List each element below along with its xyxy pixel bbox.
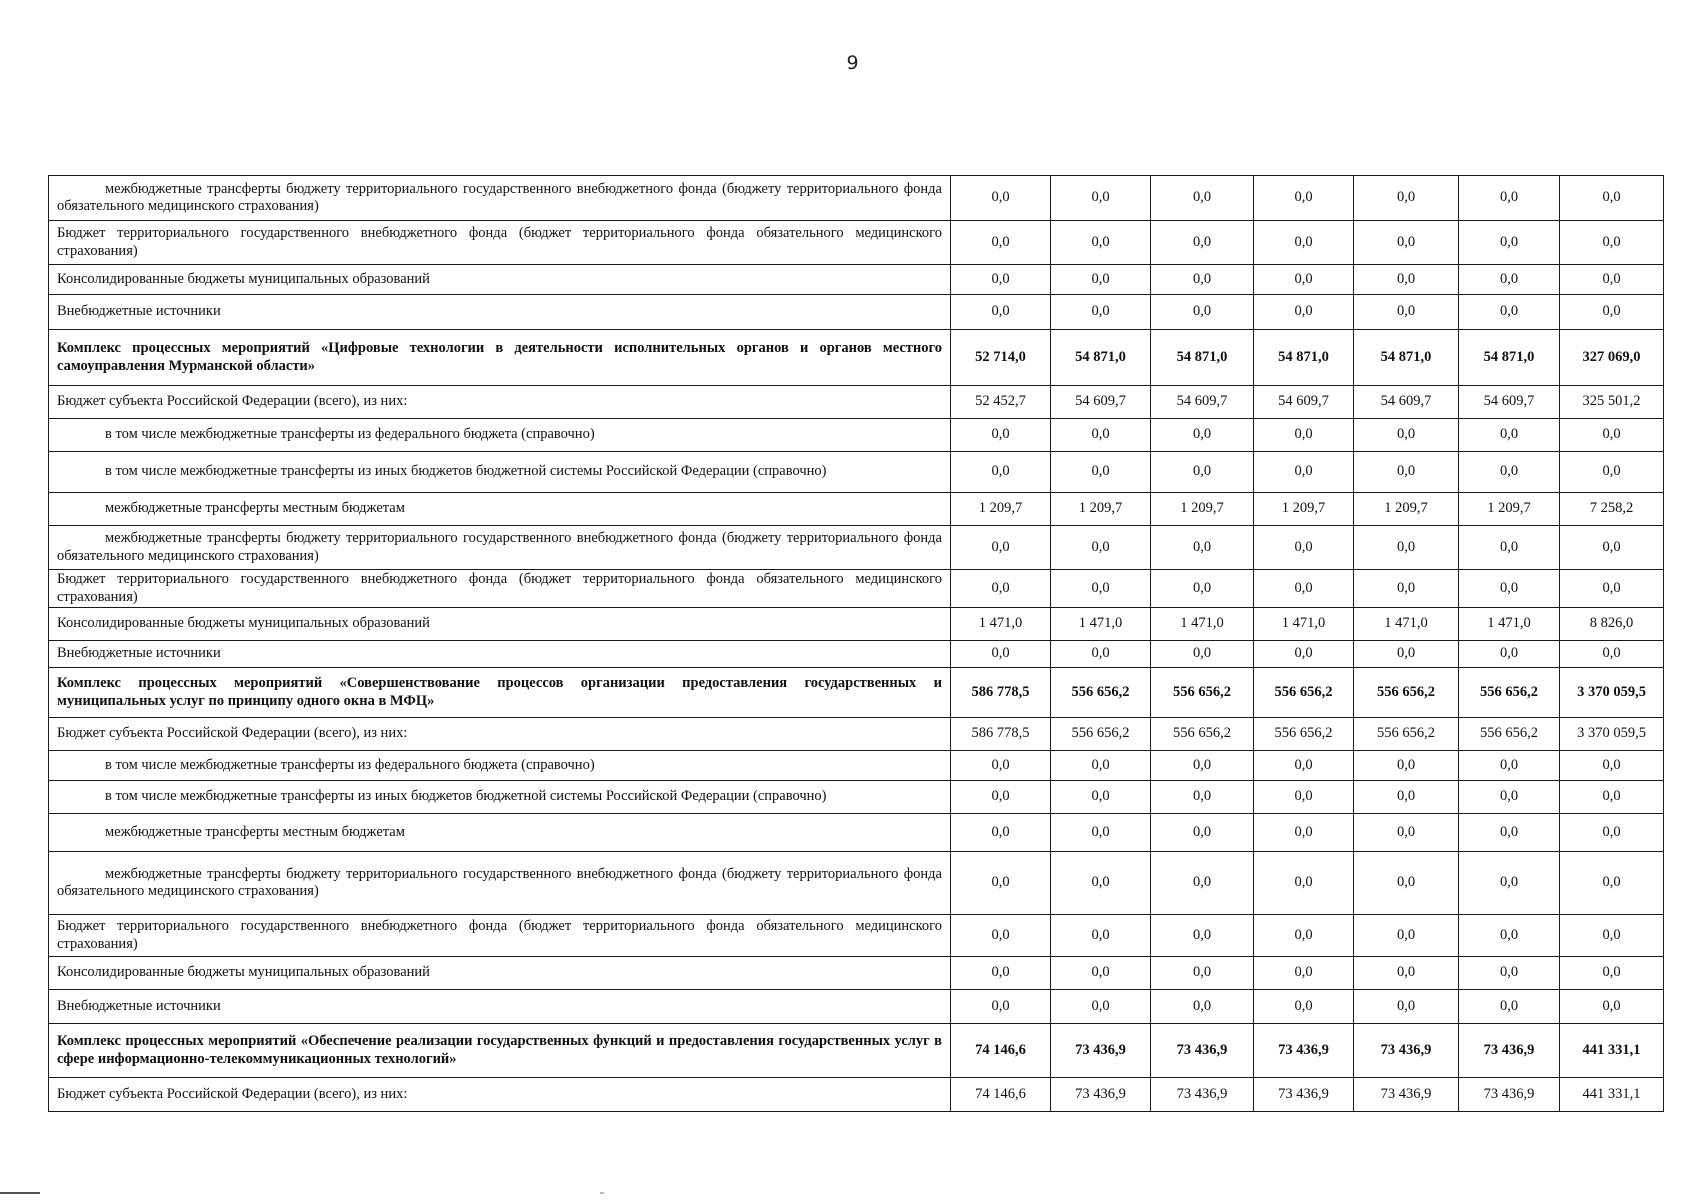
row-value-cell: 586 778,5 [951, 718, 1051, 751]
row-description: межбюджетные трансферты бюджету территориального государственного внебюджетного фонда (бюджету территориального фонда обязательного медицинского страхования) [49, 176, 951, 221]
row-value-cell: 0,0 [1459, 526, 1560, 570]
row-value-cell: 0,0 [1151, 781, 1254, 814]
row-description: Внебюджетные источники [49, 641, 951, 668]
row-value-cell: 0,0 [1151, 852, 1254, 915]
row-value-cell: 0,0 [1459, 452, 1560, 493]
row-value-cell: 0,0 [951, 221, 1051, 265]
row-value-cell: 0,0 [1051, 570, 1151, 608]
row-description: Бюджет субъекта Российской Федерации (всего), из них: [49, 718, 951, 751]
row-value-cell: 0,0 [1254, 526, 1354, 570]
row-value-cell: 0,0 [1459, 957, 1560, 990]
row-value-cell: 0,0 [951, 957, 1051, 990]
row-value-cell: 73 436,9 [1051, 1078, 1151, 1112]
row-total-cell: 325 501,2 [1560, 386, 1664, 419]
row-value-cell: 54 871,0 [1459, 330, 1560, 386]
row-value-cell: 556 656,2 [1051, 668, 1151, 718]
row-total-cell: 0,0 [1560, 295, 1664, 330]
row-value-cell: 0,0 [1051, 641, 1151, 668]
table-row [49, 1078, 1664, 1112]
table-row [49, 668, 1664, 718]
row-value-cell: 0,0 [1354, 526, 1459, 570]
row-value-cell: 0,0 [951, 570, 1051, 608]
row-value-cell: 54 609,7 [1254, 386, 1354, 419]
row-value-cell: 52 452,7 [951, 386, 1051, 419]
row-value-cell: 0,0 [1354, 781, 1459, 814]
row-value-cell: 0,0 [1254, 641, 1354, 668]
row-value-cell: 0,0 [1459, 265, 1560, 295]
row-value-cell: 556 656,2 [1354, 668, 1459, 718]
page-number: 9 [846, 52, 859, 74]
row-value-cell: 0,0 [951, 852, 1051, 915]
row-total-cell: 3 370 059,5 [1560, 718, 1664, 751]
table-row [49, 915, 1664, 957]
row-value-cell: 0,0 [1459, 852, 1560, 915]
row-value-cell: 0,0 [1051, 221, 1151, 265]
row-description: в том числе межбюджетные трансферты из федерального бюджета (справочно) [49, 419, 951, 452]
row-description: Комплекс процессных мероприятий «Цифровые технологии в деятельности исполнительных органов и органов местного самоуправления Мурманской области» [49, 330, 951, 386]
row-value-cell: 0,0 [1254, 295, 1354, 330]
budget-table [48, 175, 1664, 1112]
row-value-cell: 54 871,0 [1051, 330, 1151, 386]
row-description: в том числе межбюджетные трансферты из иных бюджетов бюджетной системы Российской Федерации (справочно) [49, 781, 951, 814]
row-value-cell: 0,0 [1151, 265, 1254, 295]
row-value-cell: 0,0 [1254, 915, 1354, 957]
table-row [49, 814, 1664, 852]
row-total-cell: 441 331,1 [1560, 1024, 1664, 1078]
row-value-cell: 0,0 [1254, 781, 1354, 814]
row-value-cell: 73 436,9 [1254, 1078, 1354, 1112]
row-value-cell: 1 471,0 [1254, 608, 1354, 641]
row-description: Бюджет субъекта Российской Федерации (всего), из них: [49, 386, 951, 419]
row-value-cell: 0,0 [1354, 915, 1459, 957]
table-row [49, 1024, 1664, 1078]
row-value-cell: 0,0 [1151, 295, 1254, 330]
row-value-cell: 0,0 [1051, 526, 1151, 570]
row-value-cell: 54 871,0 [1151, 330, 1254, 386]
row-value-cell: 73 436,9 [1354, 1078, 1459, 1112]
row-value-cell: 1 209,7 [1151, 493, 1254, 526]
row-value-cell: 0,0 [951, 295, 1051, 330]
row-value-cell: 556 656,2 [1459, 718, 1560, 751]
row-value-cell: 0,0 [1254, 751, 1354, 781]
row-total-cell: 0,0 [1560, 570, 1664, 608]
row-value-cell: 1 471,0 [951, 608, 1051, 641]
row-value-cell: 0,0 [1354, 957, 1459, 990]
table-row [49, 990, 1664, 1024]
row-value-cell: 0,0 [1051, 295, 1151, 330]
row-value-cell: 73 436,9 [1459, 1024, 1560, 1078]
row-value-cell: 0,0 [1254, 265, 1354, 295]
row-value-cell: 1 471,0 [1354, 608, 1459, 641]
table-row [49, 718, 1664, 751]
row-value-cell: 73 436,9 [1151, 1078, 1254, 1112]
row-value-cell: 0,0 [951, 915, 1051, 957]
row-value-cell: 586 778,5 [951, 668, 1051, 718]
row-value-cell: 1 209,7 [1459, 493, 1560, 526]
row-value-cell: 0,0 [1354, 295, 1459, 330]
row-total-cell: 0,0 [1560, 526, 1664, 570]
row-total-cell: 0,0 [1560, 814, 1664, 852]
row-total-cell: 7 258,2 [1560, 493, 1664, 526]
row-description: в том числе межбюджетные трансферты из федерального бюджета (справочно) [49, 751, 951, 781]
row-description: в том числе межбюджетные трансферты из иных бюджетов бюджетной системы Российской Федерации (справочно) [49, 452, 951, 493]
row-value-cell: 73 436,9 [1354, 1024, 1459, 1078]
row-total-cell: 0,0 [1560, 641, 1664, 668]
row-value-cell: 0,0 [1151, 570, 1254, 608]
row-value-cell: 74 146,6 [951, 1078, 1051, 1112]
scan-edge-mark [0, 1192, 1695, 1194]
row-value-cell: 1 471,0 [1459, 608, 1560, 641]
row-value-cell: 0,0 [1151, 990, 1254, 1024]
row-value-cell: 0,0 [1354, 990, 1459, 1024]
row-value-cell: 0,0 [951, 751, 1051, 781]
row-total-cell: 0,0 [1560, 990, 1664, 1024]
row-value-cell: 52 714,0 [951, 330, 1051, 386]
row-value-cell: 0,0 [1459, 990, 1560, 1024]
row-value-cell: 0,0 [1151, 641, 1254, 668]
row-value-cell: 0,0 [1051, 751, 1151, 781]
row-total-cell: 8 826,0 [1560, 608, 1664, 641]
table-row [49, 852, 1664, 915]
row-value-cell: 0,0 [1254, 221, 1354, 265]
table-row [49, 386, 1664, 419]
row-value-cell: 1 471,0 [1151, 608, 1254, 641]
table-row [49, 493, 1664, 526]
row-description: Бюджет субъекта Российской Федерации (всего), из них: [49, 1078, 951, 1112]
row-total-cell: 0,0 [1560, 781, 1664, 814]
table-row [49, 265, 1664, 295]
row-value-cell: 0,0 [1151, 221, 1254, 265]
row-value-cell: 0,0 [1459, 221, 1560, 265]
row-total-cell: 0,0 [1560, 221, 1664, 265]
row-value-cell: 1 209,7 [1354, 493, 1459, 526]
table-row [49, 176, 1664, 221]
row-value-cell: 54 609,7 [1051, 386, 1151, 419]
table-row [49, 330, 1664, 386]
row-value-cell: 0,0 [1051, 814, 1151, 852]
row-total-cell: 327 069,0 [1560, 330, 1664, 386]
row-value-cell: 0,0 [1354, 221, 1459, 265]
row-value-cell: 0,0 [1459, 176, 1560, 221]
table-row [49, 452, 1664, 493]
row-description: Консолидированные бюджеты муниципальных образований [49, 608, 951, 641]
row-value-cell: 0,0 [1254, 419, 1354, 452]
row-value-cell: 54 609,7 [1151, 386, 1254, 419]
row-value-cell: 0,0 [1051, 990, 1151, 1024]
row-value-cell: 0,0 [1051, 265, 1151, 295]
row-value-cell: 0,0 [1354, 814, 1459, 852]
row-value-cell: 1 471,0 [1051, 608, 1151, 641]
row-value-cell: 0,0 [951, 265, 1051, 295]
row-value-cell: 0,0 [1254, 452, 1354, 493]
row-value-cell: 0,0 [1051, 915, 1151, 957]
table-row [49, 526, 1664, 570]
row-value-cell: 0,0 [1354, 852, 1459, 915]
table-row [49, 781, 1664, 814]
row-value-cell: 0,0 [951, 814, 1051, 852]
row-value-cell: 0,0 [1354, 641, 1459, 668]
row-value-cell: 0,0 [1151, 176, 1254, 221]
row-value-cell: 0,0 [1459, 751, 1560, 781]
row-value-cell: 0,0 [1354, 570, 1459, 608]
row-value-cell: 0,0 [951, 452, 1051, 493]
row-value-cell: 0,0 [951, 781, 1051, 814]
table-row [49, 570, 1664, 608]
row-total-cell: 3 370 059,5 [1560, 668, 1664, 718]
table-row [49, 751, 1664, 781]
row-value-cell: 0,0 [951, 419, 1051, 452]
row-total-cell: 0,0 [1560, 176, 1664, 221]
row-value-cell: 0,0 [1151, 814, 1254, 852]
row-value-cell: 0,0 [1051, 419, 1151, 452]
row-value-cell: 556 656,2 [1254, 718, 1354, 751]
row-total-cell: 0,0 [1560, 852, 1664, 915]
row-value-cell: 0,0 [1459, 915, 1560, 957]
row-value-cell: 556 656,2 [1151, 668, 1254, 718]
row-value-cell: 1 209,7 [951, 493, 1051, 526]
table-row [49, 419, 1664, 452]
row-value-cell: 0,0 [1459, 570, 1560, 608]
row-value-cell: 0,0 [1459, 295, 1560, 330]
row-value-cell: 0,0 [1459, 641, 1560, 668]
row-total-cell: 0,0 [1560, 751, 1664, 781]
row-value-cell: 0,0 [951, 641, 1051, 668]
table-row [49, 641, 1664, 668]
row-value-cell: 556 656,2 [1151, 718, 1254, 751]
row-value-cell: 0,0 [1254, 990, 1354, 1024]
row-value-cell: 0,0 [1151, 452, 1254, 493]
table-row [49, 295, 1664, 330]
table-row [49, 957, 1664, 990]
row-value-cell: 0,0 [1459, 419, 1560, 452]
row-value-cell: 1 209,7 [1254, 493, 1354, 526]
table-row [49, 221, 1664, 265]
row-value-cell: 556 656,2 [1459, 668, 1560, 718]
row-description: межбюджетные трансферты бюджету территориального государственного внебюджетного фонда (бюджету территориального фонда обязательного медицинского страхования) [49, 526, 951, 570]
row-value-cell: 0,0 [1051, 957, 1151, 990]
row-value-cell: 0,0 [1459, 781, 1560, 814]
row-description: Комплекс процессных мероприятий «Обеспечение реализации государственных функций и предоставления государственных услуг в сфере информационно-телекоммуникационных технологий» [49, 1024, 951, 1078]
row-total-cell: 0,0 [1560, 915, 1664, 957]
row-total-cell: 441 331,1 [1560, 1078, 1664, 1112]
row-value-cell: 73 436,9 [1459, 1078, 1560, 1112]
row-value-cell: 73 436,9 [1051, 1024, 1151, 1078]
row-value-cell: 0,0 [1151, 526, 1254, 570]
row-value-cell: 0,0 [1254, 570, 1354, 608]
row-value-cell: 556 656,2 [1254, 668, 1354, 718]
row-value-cell: 0,0 [1151, 915, 1254, 957]
row-value-cell: 54 871,0 [1354, 330, 1459, 386]
row-value-cell: 73 436,9 [1254, 1024, 1354, 1078]
row-value-cell: 0,0 [951, 990, 1051, 1024]
row-value-cell: 0,0 [1254, 852, 1354, 915]
row-value-cell: 0,0 [1051, 781, 1151, 814]
row-total-cell: 0,0 [1560, 957, 1664, 990]
row-value-cell: 0,0 [1051, 852, 1151, 915]
row-value-cell: 0,0 [1051, 176, 1151, 221]
row-value-cell: 54 871,0 [1254, 330, 1354, 386]
row-value-cell: 0,0 [1354, 265, 1459, 295]
row-description: Консолидированные бюджеты муниципальных образований [49, 957, 951, 990]
table-row [49, 608, 1664, 641]
row-description: межбюджетные трансферты бюджету территориального государственного внебюджетного фонда (бюджету территориального фонда обязательного медицинского страхования) [49, 852, 951, 915]
row-value-cell: 1 209,7 [1051, 493, 1151, 526]
row-total-cell: 0,0 [1560, 265, 1664, 295]
row-value-cell: 54 609,7 [1354, 386, 1459, 419]
row-total-cell: 0,0 [1560, 452, 1664, 493]
row-value-cell: 0,0 [1354, 419, 1459, 452]
row-description: Бюджет территориального государственного внебюджетного фонда (бюджет территориального фонда обязательного медицинского страхования) [49, 915, 951, 957]
row-value-cell: 556 656,2 [1051, 718, 1151, 751]
row-value-cell: 0,0 [951, 176, 1051, 221]
row-description: Комплекс процессных мероприятий «Совершенствование процессов организации предоставления государственных и муниципальных услуг по принципу одного окна в МФЦ» [49, 668, 951, 718]
row-value-cell: 0,0 [1051, 452, 1151, 493]
row-value-cell: 0,0 [1151, 419, 1254, 452]
row-description: межбюджетные трансферты местным бюджетам [49, 493, 951, 526]
row-description: межбюджетные трансферты местным бюджетам [49, 814, 951, 852]
row-value-cell: 73 436,9 [1151, 1024, 1254, 1078]
row-value-cell: 0,0 [1354, 452, 1459, 493]
row-value-cell: 0,0 [1151, 957, 1254, 990]
row-description: Бюджет территориального государственного внебюджетного фонда (бюджет территориального фонда обязательного медицинского страхования) [49, 221, 951, 265]
row-value-cell: 0,0 [1354, 751, 1459, 781]
row-value-cell: 0,0 [1459, 814, 1560, 852]
row-value-cell: 0,0 [1254, 176, 1354, 221]
row-description: Бюджет территориального государственного внебюджетного фонда (бюджет территориального фонда обязательного медицинского страхования) [49, 570, 951, 608]
row-value-cell: 0,0 [1354, 176, 1459, 221]
row-value-cell: 0,0 [1254, 814, 1354, 852]
row-value-cell: 0,0 [951, 526, 1051, 570]
row-description: Внебюджетные источники [49, 295, 951, 330]
row-value-cell: 74 146,6 [951, 1024, 1051, 1078]
row-value-cell: 556 656,2 [1354, 718, 1459, 751]
row-description: Внебюджетные источники [49, 990, 951, 1024]
row-description: Консолидированные бюджеты муниципальных образований [49, 265, 951, 295]
row-total-cell: 0,0 [1560, 419, 1664, 452]
row-value-cell: 54 609,7 [1459, 386, 1560, 419]
row-value-cell: 0,0 [1254, 957, 1354, 990]
row-value-cell: 0,0 [1151, 751, 1254, 781]
